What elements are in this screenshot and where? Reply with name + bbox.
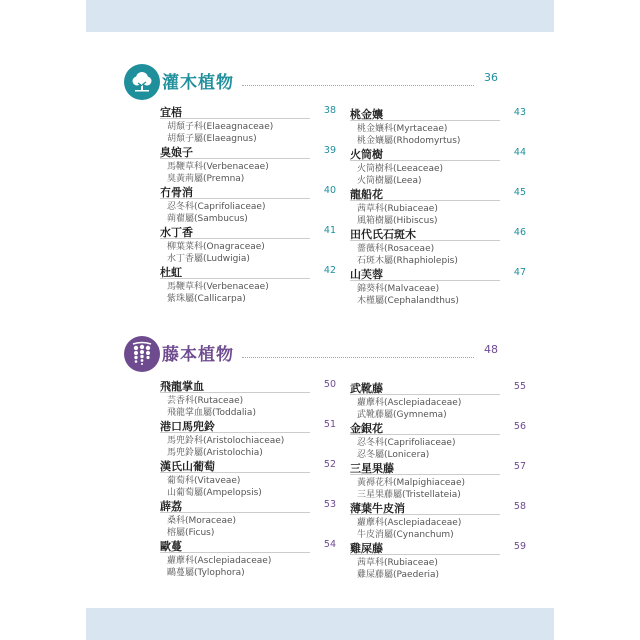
page-number: 44 [513,147,526,158]
plant-name: 漢氏山葡萄 [160,460,215,473]
genus-name: 榕屬(Ficus) [167,528,215,538]
right-column [350,106,526,306]
family-name: 蘿藦科(Asclepiadaceae) [357,398,462,408]
page-number: 59 [513,541,526,552]
toc-entry[interactable] [160,418,336,458]
section-rule [242,85,474,86]
page-number: 39 [323,145,336,156]
toc-entry[interactable] [350,106,526,146]
family-name: 忍冬科(Caprifoliaceae) [357,438,456,448]
wisteria-icon [124,336,160,372]
genus-name: 紫珠屬(Callicarpa) [167,294,246,304]
bottom-band [86,608,554,640]
plant-name: 三星果藤 [350,462,394,475]
genus-name: 臭黃荊屬(Premna) [167,174,245,184]
family-name: 葡萄科(Vitaveae) [167,476,241,486]
genus-name: 胡頹子屬(Elaeagnus) [167,134,257,144]
genus-name: 風箱樹屬(Hibiscus) [357,216,438,226]
genus-name: 鷗蔓屬(Tylophora) [167,568,245,578]
toc-entry[interactable] [160,538,336,578]
family-name: 馬鞭草科(Verbenaceae) [167,162,269,172]
plant-name: 田代氏石斑木 [350,228,416,241]
family-name: 薔薇科(Rosaceae) [357,244,435,254]
toc-entry[interactable] [160,264,336,304]
toc-entry[interactable] [350,186,526,226]
genus-name: 牛皮消屬(Cynanchum) [357,530,454,540]
page-number: 41 [323,225,336,236]
family-name: 忍冬科(Caprifoliaceae) [167,202,266,212]
toc-entry[interactable] [350,460,526,500]
plant-name: 火筒樹 [350,148,383,161]
plant-name: 宜梧 [160,106,182,119]
section-header [124,64,498,100]
plant-name: 雞屎藤 [350,542,383,555]
plant-name: 薄葉牛皮消 [350,502,405,515]
section-vines [124,336,526,580]
page-number: 54 [323,539,336,550]
genus-name: 飛龍掌血屬(Toddalia) [167,408,256,418]
genus-name: 馬兜鈴屬(Aristolochia) [167,448,263,458]
page-number: 47 [513,267,526,278]
plant-name: 港口馬兜鈴 [160,420,215,433]
family-name: 馬兜鈴科(Aristolochiaceae) [167,436,285,446]
left-column [160,378,336,578]
page-number: 52 [323,459,336,470]
genus-name: 水丁香屬(Ludwigia) [167,254,250,264]
genus-name: 木槿屬(Cephalandthus) [357,296,459,306]
family-name: 柳葉菜科(Onagraceae) [167,242,265,252]
section-page-number: 36 [484,71,498,84]
page-number: 43 [513,107,526,118]
plant-name: 杜虹 [160,266,182,279]
toc-entry[interactable] [350,380,526,420]
section-rule [242,357,474,358]
page-number: 51 [323,419,336,430]
section-title: 灌木植物 [162,73,234,93]
family-name: 蘿藦科(Asclepiadaceae) [357,518,462,528]
page-number: 53 [323,499,336,510]
plant-name: 龍船花 [350,188,383,201]
page-number: 45 [513,187,526,198]
toc-entry[interactable] [160,104,336,144]
family-name: 茜草科(Rubiaceae) [357,204,438,214]
plant-name: 飛龍掌血 [160,380,204,393]
plant-name: 薜荔 [160,500,182,513]
plant-name: 臭娘子 [160,146,193,159]
family-name: 馬鞭草科(Verbenaceae) [167,282,269,292]
page-number: 57 [513,461,526,472]
plant-name: 桃金孃 [350,108,383,121]
page-number: 40 [323,185,336,196]
plant-name: 歐蔓 [160,540,182,553]
family-name: 蘿藦科(Asclepiadaceae) [167,556,272,566]
family-name: 黃褥花科(Malpighiaceae) [357,478,465,488]
toc-entry[interactable] [350,500,526,540]
genus-name: 桃金孃屬(Rhodomyrtus) [357,136,461,146]
plant-name: 武靴藤 [350,382,383,395]
tree-icon [124,64,160,100]
toc-entry[interactable] [160,184,336,224]
family-name: 桑科(Moraceae) [167,516,237,526]
toc-entry[interactable] [350,146,526,186]
toc-entry[interactable] [350,266,526,306]
genus-name: 蒴藋屬(Sambucus) [167,214,248,224]
genus-name: 石斑木屬(Rhaphiolepis) [357,256,458,266]
family-name: 桃金孃科(Myrtaceae) [357,124,448,134]
page-number: 50 [323,379,336,390]
toc-entry[interactable] [160,144,336,184]
toc-entry[interactable] [160,378,336,418]
genus-name: 武靴藤屬(Gymnema) [357,410,447,420]
page-number: 56 [513,421,526,432]
family-name: 芸香科(Rutaceae) [167,396,244,406]
genus-name: 忍冬屬(Lonicera) [357,450,430,460]
genus-name: 火筒樹屬(Leea) [357,176,422,186]
family-name: 茜草科(Rubiaceae) [357,558,438,568]
genus-name: 雞屎藤屬(Paederia) [357,570,440,580]
right-column [350,380,526,580]
genus-name: 三星果藤屬(Tristellateia) [357,490,461,500]
page-number: 38 [323,105,336,116]
plant-name: 金銀花 [350,422,383,435]
left-column [160,104,336,304]
genus-name: 山葡萄屬(Ampelopsis) [167,488,262,498]
section-header [124,336,498,372]
section-page-number: 48 [484,343,498,356]
toc-entry[interactable] [160,458,336,498]
page-number: 46 [513,227,526,238]
page-number: 55 [513,381,526,392]
family-name: 錦葵科(Malvaceae) [357,284,440,294]
page-number: 42 [323,265,336,276]
plant-name: 冇骨消 [160,186,193,199]
section-shrubs [124,64,526,306]
family-name: 胡頹子科(Elaeagnaceae) [167,122,274,132]
toc-entry[interactable] [350,420,526,460]
toc-entry[interactable] [160,224,336,264]
family-name: 火筒樹科(Leeaceae) [357,164,444,174]
toc-entry[interactable] [350,540,526,580]
plant-name: 山芙蓉 [350,268,383,281]
toc-entry[interactable] [160,498,336,538]
plant-name: 水丁香 [160,226,193,239]
toc-entry[interactable] [350,226,526,266]
top-band [86,0,554,32]
section-title: 藤本植物 [162,345,234,365]
page-number: 58 [513,501,526,512]
